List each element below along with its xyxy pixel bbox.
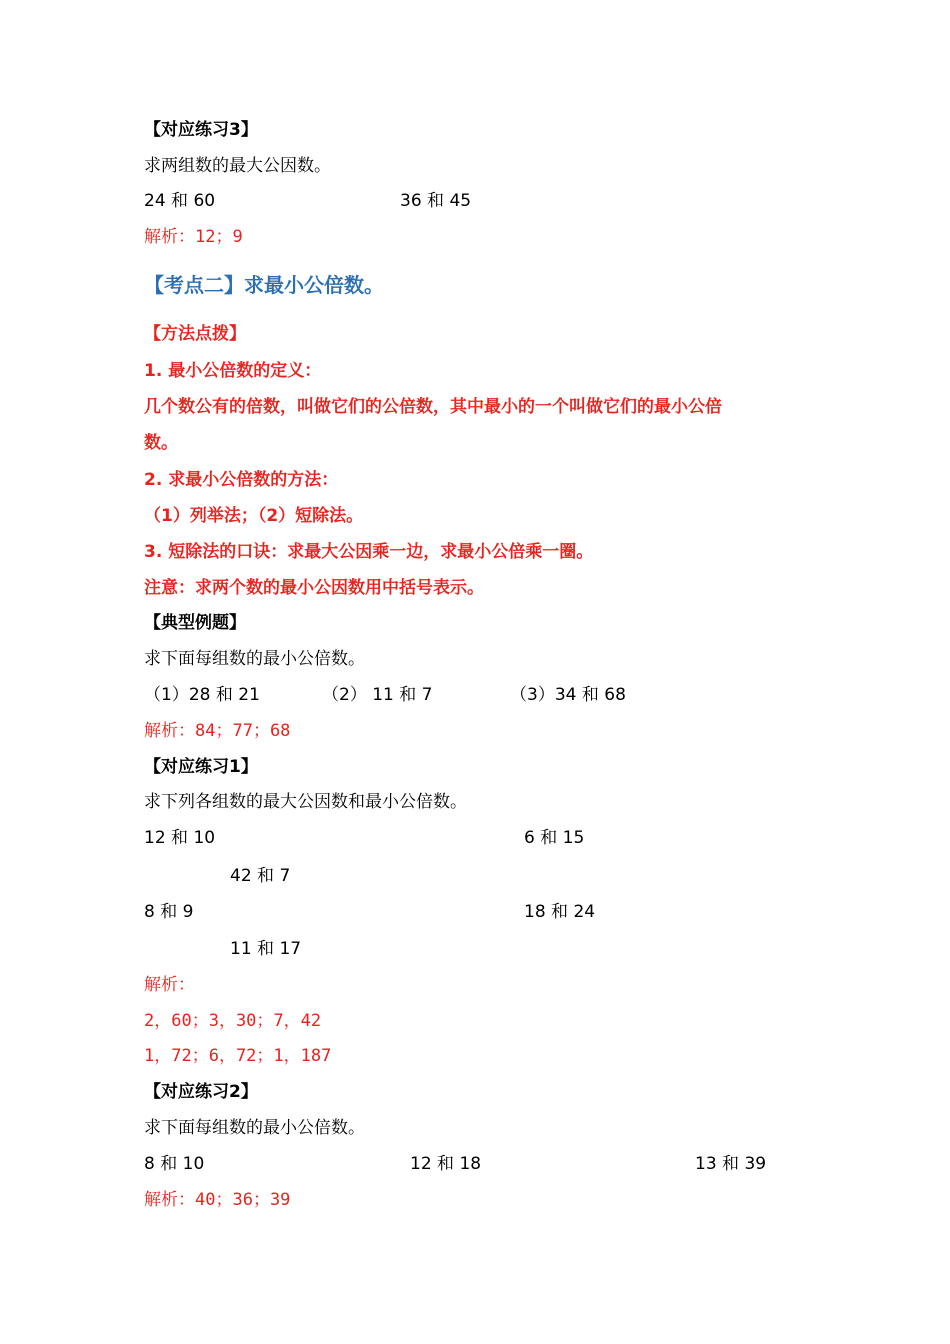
method-line-2b: 数。 <box>144 433 178 453</box>
method-line-4: （1）列举法；（2）短除法。 <box>144 506 364 526</box>
practice3-answer: 解析：12；9 <box>144 227 243 247</box>
practice3-question: 求两组数的最大公因数。 <box>144 156 331 176</box>
practice1-answer-line-2: 1，72；6，72；1，187 <box>144 1046 332 1066</box>
practice1-item-5: 18 和 24 <box>524 902 596 922</box>
method-line-1: 1. 最小公倍数的定义： <box>144 361 322 381</box>
practice2-item-2: 12 和 18 <box>410 1154 482 1174</box>
practice2-question: 求下面每组数的最小公倍数。 <box>144 1118 365 1138</box>
method-note: 注意：求两个数的最小公因数用中括号表示。 <box>144 578 484 598</box>
practice1-item-3: 42 和 7 <box>230 866 291 886</box>
practice3-heading: 【对应练习3】 <box>144 120 258 140</box>
example-item-1: （1）28 和 21 <box>144 685 260 705</box>
practice2-item-3: 13 和 39 <box>695 1154 767 1174</box>
example-question: 求下面每组数的最小公倍数。 <box>144 649 365 669</box>
practice1-item-2: 6 和 15 <box>524 828 585 848</box>
practice1-heading: 【对应练习1】 <box>144 757 258 777</box>
practice1-question: 求下列各组数的最大公因数和最小公倍数。 <box>144 792 467 812</box>
practice1-item-6: 11 和 17 <box>230 939 302 959</box>
example-item-3: （3）34 和 68 <box>510 685 626 705</box>
practice2-item-1: 8 和 10 <box>144 1154 205 1174</box>
topic2-heading: 【考点二】求最小公倍数。 <box>144 273 384 297</box>
practice1-answer-line-1: 2，60；3，30；7，42 <box>144 1011 322 1031</box>
practice1-item-1: 12 和 10 <box>144 828 216 848</box>
practice3-item-1: 24 和 60 <box>144 191 216 211</box>
practice2-heading: 【对应练习2】 <box>144 1082 258 1102</box>
method-line-3: 2. 求最小公倍数的方法： <box>144 470 339 490</box>
method-heading: 【方法点拨】 <box>144 324 246 344</box>
practice2-answer: 解析：40；36；39 <box>144 1190 291 1210</box>
practice3-item-2: 36 和 45 <box>400 191 472 211</box>
method-line-5: 3. 短除法的口诀：求最大公因乘一边，求最小公倍乘一圈。 <box>144 542 594 562</box>
practice1-item-4: 8 和 9 <box>144 902 194 922</box>
example-heading: 【典型例题】 <box>144 613 246 633</box>
practice1-answer-label: 解析： <box>144 975 195 995</box>
method-line-2a: 几个数公有的倍数，叫做它们的公倍数，其中最小的一个叫做它们的最小公倍 <box>144 397 722 417</box>
example-answer: 解析：84；77；68 <box>144 721 291 741</box>
example-item-2: （2） 11 和 7 <box>322 685 433 705</box>
